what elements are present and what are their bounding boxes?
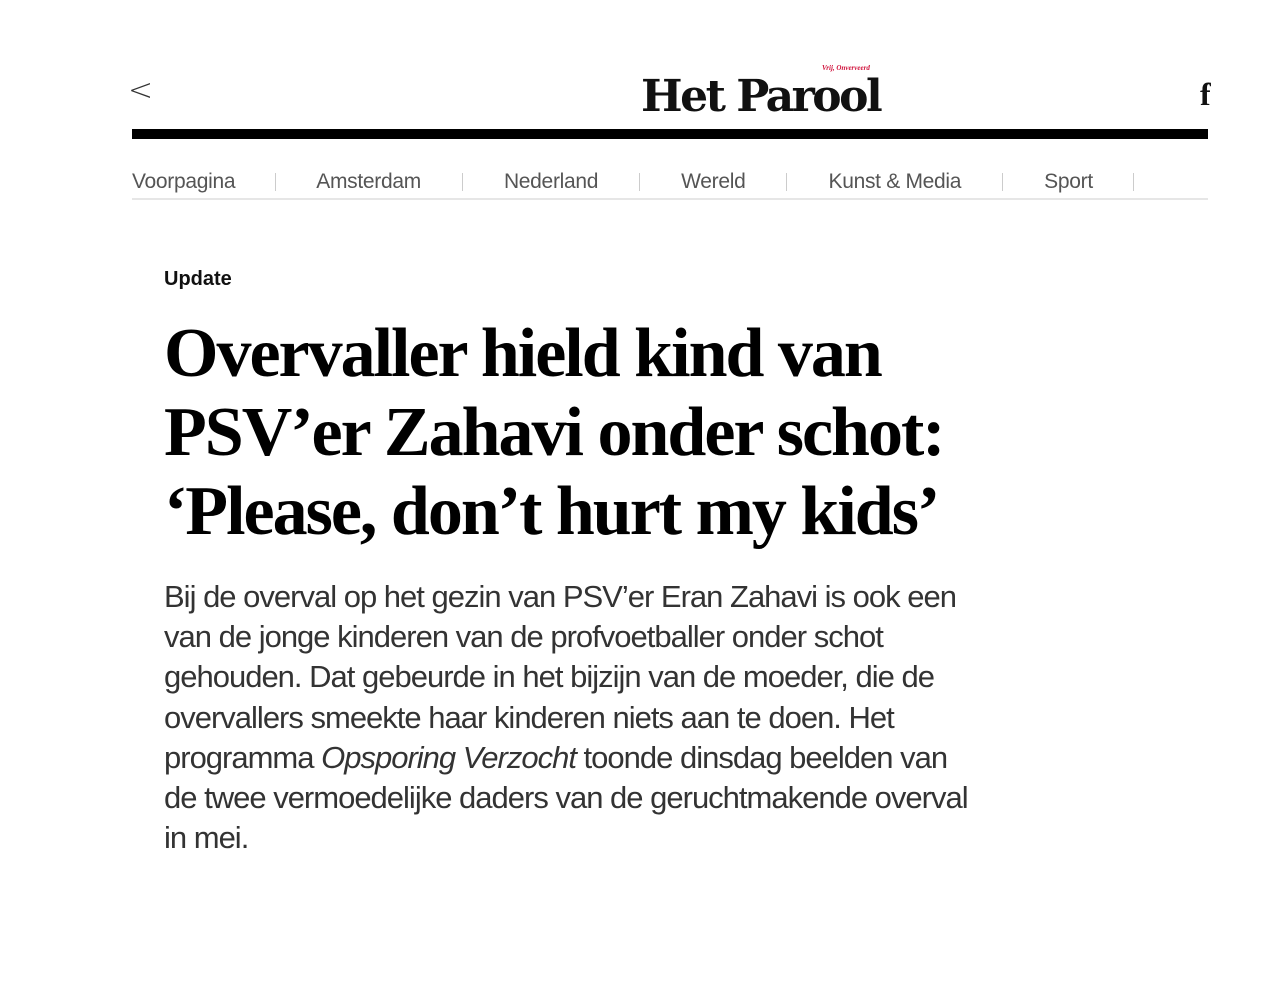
article-kicker: Update: [164, 268, 232, 290]
nav-sport[interactable]: Sport: [1044, 170, 1093, 193]
section-nav: [132, 166, 1208, 200]
logo-tagline: Vrij, Onverveerd: [822, 64, 870, 72]
facebook-icon[interactable]: f: [1200, 76, 1211, 112]
nav-divider: [462, 173, 463, 191]
article-lead: [164, 577, 984, 858]
article: [164, 266, 994, 858]
lead-text-end: toonde dinsdag beelden van de twee vermoedelijke daders van de geruchtmakende overval in mei.: [164, 739, 968, 856]
nav-divider: [1002, 173, 1003, 191]
lead-text: Bij de overval op het gezin van PSV’er Eran Zahavi is ook een van de jonge kinderen van de profvoetballer onder schot gehouden. Dat gebeurde in het bijzijn van de moeder, die de overvallers smeekte haar kinderen niets aan te doen. Het programma: [164, 579, 956, 775]
nav-divider: [786, 173, 787, 191]
article-headline: Overvaller hield kind van PSV’er Zahavi onder schot: ‘Please, don’t hurt my kids’: [164, 315, 944, 550]
nav-kunst-media[interactable]: Kunst & Media: [828, 170, 962, 193]
nav-wereld[interactable]: Wereld: [681, 170, 746, 193]
logo[interactable]: Het Parool: [641, 71, 881, 122]
nav-nederland[interactable]: Nederland: [503, 170, 599, 193]
program-name: Opsporing Verzocht: [321, 739, 576, 775]
chevron-left-icon: <: [128, 73, 154, 108]
nav-divider: [1133, 173, 1134, 191]
back-button[interactable]: [128, 74, 153, 108]
nav-amsterdam[interactable]: Amsterdam: [316, 170, 421, 193]
nav-divider: [639, 173, 640, 191]
header-rule: [132, 129, 1208, 139]
nav-divider: [275, 173, 276, 191]
nav-voorpagina[interactable]: Voorpagina: [132, 170, 236, 193]
